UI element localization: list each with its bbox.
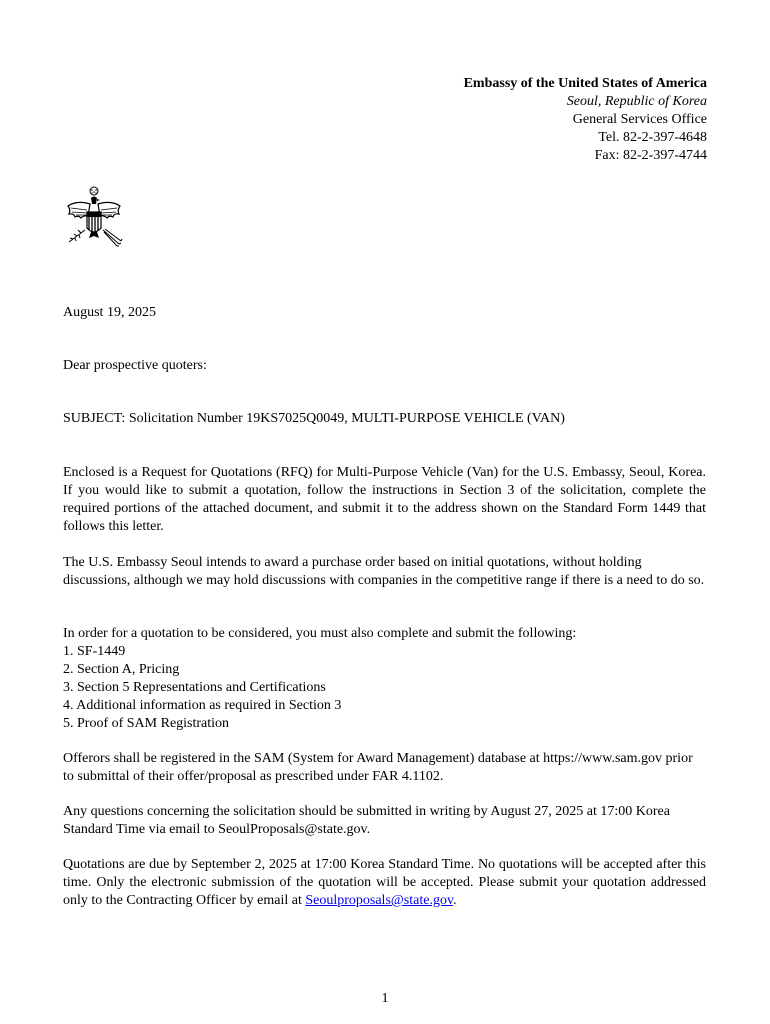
paragraph-rfq-intro: Enclosed is a Request for Quotations (RFQ) for Multi-Purpose Vehicle (Van) for the U.S. Embassy, Seoul, Korea. If you would like to submit a quotation, follow the instructions in Section 3 of the solicitation, complete the required portions of the attached document, and submit it to the address shown on the Standard Form 1449 that follows this letter. — [63, 465, 706, 534]
list-item: 1. SF-1449 — [63, 644, 126, 659]
paragraph-sam-registration: Offerors shall be registered in the SAM (System for Award Management) database at https://www.sam.gov prior to submittal of their offer/proposal as prescribed under FAR 4.1102. — [63, 751, 693, 784]
submission-text-end: . — [453, 893, 457, 908]
list-item: 5. Proof of SAM Registration — [63, 716, 230, 731]
paragraph-submission-deadline — [63, 856, 706, 910]
letter-date: August 19, 2025 — [63, 305, 156, 320]
list-item: 2. Section A, Pricing — [63, 662, 180, 677]
paragraph-award-intent: The U.S. Embassy Seoul intends to award a purchase order based on initial quotations, without holding discussions, although we may hold discussions with companies in the competitive range if there is a need to do so. — [63, 555, 705, 588]
letterhead — [464, 75, 707, 165]
letter-subject: SUBJECT: Solicitation Number 19KS7025Q0049, MULTI-PURPOSE VEHICLE (VAN) — [63, 411, 565, 426]
submission-text: Quotations are due by September 2, 2025 at 17:00 Korea Standard Time. No quotations will be accepted after this time. Only the electronic submission of the quotation will be accepted. Please submit your quotation addressed only to the Contracting Officer by email at — [63, 857, 706, 908]
page-number: 1 — [381, 991, 389, 1006]
letterhead-fax: Fax: 82-2-397-4744 — [594, 148, 707, 163]
list-item: 4. Additional information as required in Section 3 — [63, 698, 342, 713]
letterhead-city: Seoul, Republic of Korea — [566, 94, 707, 109]
letterhead-tel: Tel. 82-2-397-4648 — [598, 130, 707, 145]
great-seal-eagle-icon — [63, 186, 125, 250]
letterhead-organization: Embassy of the United States of America — [463, 76, 707, 91]
requirements-section — [63, 625, 706, 733]
requirements-intro: In order for a quotation to be considered, you must also complete and submit the following: — [63, 626, 577, 641]
email-link[interactable]: Seoulproposals@state.gov — [305, 893, 454, 908]
paragraph-questions-deadline: Any questions concerning the solicitation should be submitted in writing by August 27, 2025 at 17:00 Korea Standard Time via email to SeoulProposals@state.gov. — [63, 804, 670, 837]
letterhead-office: General Services Office — [572, 112, 707, 127]
list-item: 3. Section 5 Representations and Certifications — [63, 680, 326, 695]
letter-salutation: Dear prospective quoters: — [63, 358, 207, 373]
